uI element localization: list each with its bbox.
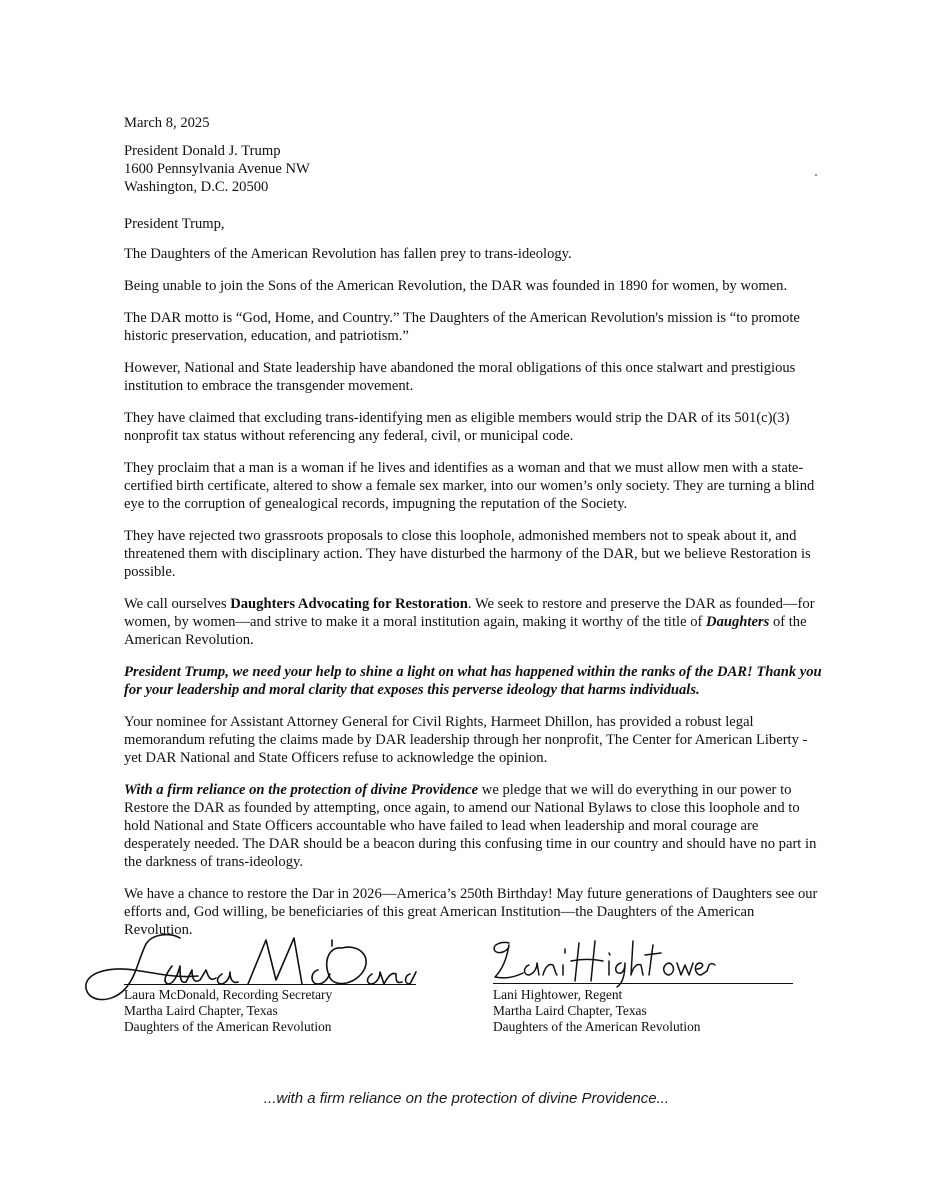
paragraph-4: However, National and State leadership have abandoned the moral obligations of this once stalwart and prestigious institution to embrace the transgender movement. [124, 360, 796, 394]
daughters-bold-italic: Daughters [706, 614, 770, 630]
signer-left-chapter: Martha Laird Chapter, Texas [124, 1003, 278, 1018]
signature-line-left [124, 984, 416, 985]
signer-left-organization: Daughters of the American Revolution [124, 1019, 332, 1034]
paragraph-8-text-e: of the American Revolution. [124, 614, 807, 648]
salutation: President Trump, [124, 216, 225, 232]
paragraph-9-appeal: President Trump, we need your help to shine a light on what has happened within the ranks of the DAR! Thank you for your leadership and moral clarity that exposes this perverse ideology that harms individuals. [124, 664, 822, 698]
recipient-address [124, 142, 824, 196]
paragraph-10: Your nominee for Assistant Attorney General for Civil Rights, Harmeet Dhillon, has provided a robust legal memorandum refuting the claims made by DAR leadership through her nonprofit, The Center for American Liberty - yet DAR National and State Officers refuse to acknowledge the opinion. [124, 714, 808, 766]
signature-block-left [124, 987, 332, 1035]
paragraph-11-text-b: we pledge that we will do everything in our power to Restore the DAR as founded by attempting, once again, to amend our National Bylaws to close this loophole and to hold National and State Officers accountable who have failed to lead when leadership and moral courage are desperately needed. The DAR should be a beacon during this confusing time in our country and should have no part in the darkness of trans-ideology. [124, 782, 817, 870]
footer-motto: ...with a firm reliance on the protection of divine Providence... [263, 1090, 670, 1107]
letter-date: March 8, 2025 [124, 115, 210, 131]
recipient-street: 1600 Pennsylvania Avenue NW [124, 161, 310, 177]
signer-right-organization: Daughters of the American Revolution [493, 1019, 701, 1034]
paragraph-11 [124, 781, 824, 871]
signature-block-right [493, 987, 701, 1035]
letter-body [124, 114, 824, 953]
recipient-name: President Donald J. Trump [124, 143, 281, 159]
paragraph-8-text-a: We call ourselves [124, 596, 231, 612]
providence-phrase: With a firm reliance on the protection of divine Providence [124, 782, 479, 798]
paragraph-12: We have a chance to restore the Dar in 2026—America’s 250th Birthday! May future generations of Daughters see our efforts and, God willing, be beneficiaries of this great American Institution—the Daughters of the American Revolution. [124, 886, 818, 938]
paragraph-6: They proclaim that a man is a woman if he lives and identifies as a woman and that we must allow men with a state-certified birth certificate, altered to show a female sex marker, into our women’s only society. They are turning a blind eye to the corruption of genealogical records, impugning the reputation of the Society. [124, 460, 815, 512]
group-name-bold: Daughters Advocating for Restoration [230, 596, 468, 612]
paragraph-8 [124, 595, 824, 649]
paragraph-5: They have claimed that excluding trans-identifying men as eligible members would strip the DAR of its 501(c)(3) nonprofit tax status without referencing any federal, civil, or municipal code. [124, 410, 790, 444]
signature-lani-hightower [485, 935, 715, 995]
scan-speck [815, 174, 817, 176]
recipient-city: Washington, D.C. 20500 [124, 179, 269, 195]
signature-line-right [493, 983, 793, 984]
paragraph-3: The DAR motto is “God, Home, and Country.” The Daughters of the American Revolution's mission is “to promote historic preservation, education, and patriotism.” [124, 310, 800, 344]
paragraph-1: The Daughters of the American Revolution has fallen prey to trans-ideology. [124, 246, 572, 262]
signer-right-chapter: Martha Laird Chapter, Texas [493, 1003, 647, 1018]
paragraph-2: Being unable to join the Sons of the American Revolution, the DAR was founded in 1890 for women, by women. [124, 278, 788, 294]
paragraph-8-text-c: . We seek to restore and preserve the DAR as founded—for women, by women—and strive to make it a moral institution again, making it worthy of the title of [124, 596, 815, 630]
signer-right-name-title: Lani Hightower, Regent [493, 987, 623, 1002]
signer-left-name-title: Laura McDonald, Recording Secretary [124, 987, 333, 1002]
paragraph-7: They have rejected two grassroots proposals to close this loophole, admonished members not to speak about it, and threatened them with disciplinary action. They have disturbed the harmony of the DAR, but we believe Restoration is possible. [124, 528, 811, 580]
